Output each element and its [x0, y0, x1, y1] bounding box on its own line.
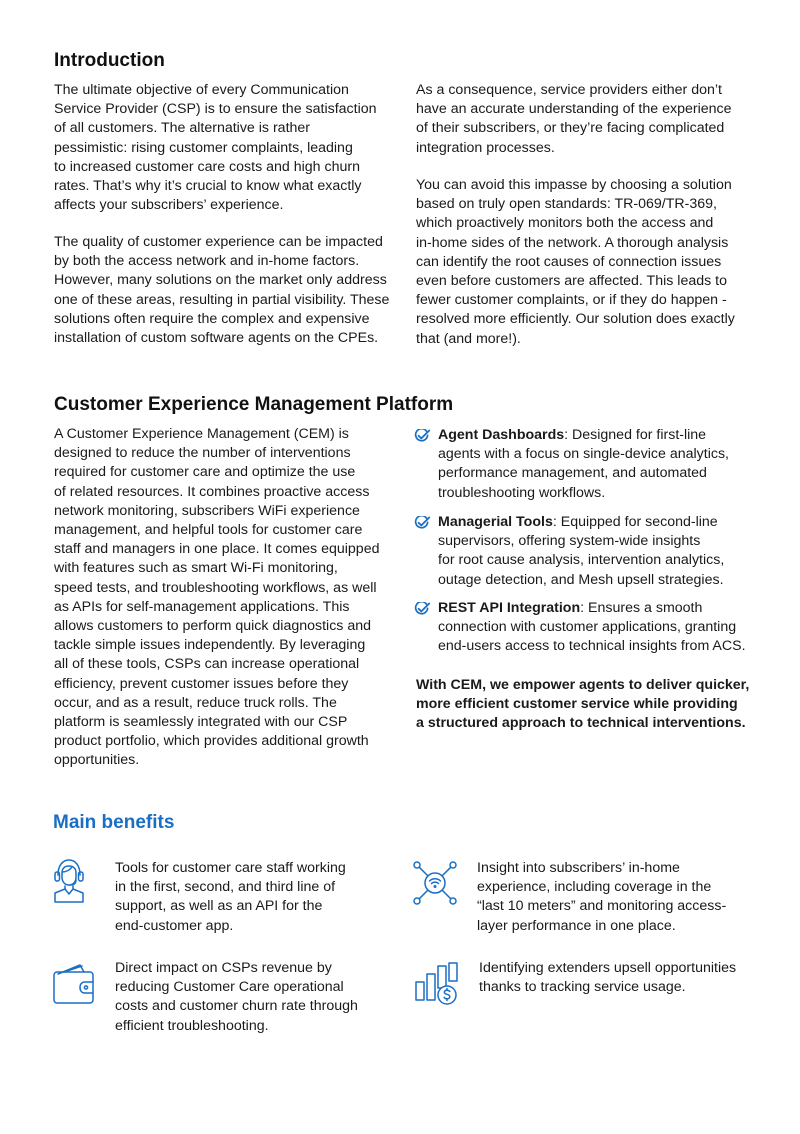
feature-text: Agent Dashboards: Designed for first-line agents with a focus on single-device analytics, performance management, and automated troubleshooting workflows. [438, 427, 730, 501]
check-circle-icon [414, 602, 431, 617]
cem-description: A Customer Experience Management (CEM) is designed to reduce the number of interventions required for customer care and optimize the use of related resources. It combines proactive access network monitoring, subscribers WiFi experience management, and helpful tools for customer care staff and managers in one place. It comes equipped with features such as smart Wi-Fi monitoring, speed tests, and troubleshooting workflows, as well as APIs for self-management applications. This allows customers to perform quick diagnostics and tackle simple issues independently. By leveraging all of these tools, CSPs can increase operational efficiency, prevent customer issues before they occur, and as a result, reduce truck rolls. The platform is seamlessly integrated with our CSP product portfolio, which provides additional growth opportunities. [54, 426, 380, 769]
customer-care-agent-icon [52, 858, 86, 904]
wifi-network-icon [412, 860, 458, 906]
intro-paragraph-4: You can avoid this impasse by choosing a solution based on truly open standards: TR-069/TR-369, which proactively monitors both the access and in-home sides of the network. A thorough analysis can identify the root causes of connection issues even before customers are affected. This leads to fewer customer complaints, or if they do happen - resolved more efficiently. Our solution does exactly that (and more!). [416, 177, 735, 347]
check-circle-icon [414, 516, 431, 531]
feature-title: Managerial Tools [438, 514, 553, 530]
intro-paragraph-2: The quality of customer experience can be impacted by both the access network and in-home factors. However, many solutions on the market only address one of these areas, resulting in partial visibility. These solutions often require the complex and expensive installation of custom software agents on the CPEs. [54, 234, 390, 347]
intro-paragraph-3: As a consequence, service providers either don’t have an accurate understanding of the experience of their subscribers, or they’re facing complicated integration processes. [416, 82, 732, 156]
feature-agent-dashboards [414, 426, 754, 503]
revenue-growth-icon [414, 962, 462, 1006]
benefit-text-2: Insight into subscribers’ in-home experience, including coverage in the “last 10 meters” and monitoring access- layer performance in one place. [477, 860, 727, 934]
feature-text: Managerial Tools: Equipped for second-line supervisors, offering system-wide insights for root cause analysis, intervention analytics, outage detection, and Mesh upsell strategies. [438, 514, 725, 588]
feature-title: Agent Dashboards [438, 427, 565, 443]
benefit-text-4: Identifying extenders upsell opportunities thanks to tracking service usage. [479, 960, 737, 996]
wallet-icon [52, 962, 96, 1006]
feature-text: REST API Integration: Ensures a smooth connection with customer applications, granting end-users access to technical insights from ACS. [438, 600, 746, 655]
intro-heading: Introduction [54, 50, 165, 71]
feature-managerial-tools [414, 513, 754, 590]
cem-summary: With CEM, we empower agents to deliver quicker, more efficient customer service while providing a structured approach to technical interventions. [416, 677, 750, 732]
feature-rest-api-integration [414, 599, 754, 657]
check-circle-icon [414, 429, 431, 444]
benefit-text-3: Direct impact on CSPs revenue by reducing Customer Care operational costs and customer churn rate through efficient troubleshooting. [115, 960, 358, 1034]
feature-title: REST API Integration [438, 600, 581, 616]
benefits-heading: Main benefits [53, 812, 175, 833]
intro-paragraph-1: The ultimate objective of every Communication Service Provider (CSP) is to ensure the satisfaction of all customers. The alternative is rather pessimistic: rising customer complaints, leading to increased customer care costs and high churn rates. That’s why it’s crucial to know what exactly affects your subscribers’ experience. [54, 82, 377, 214]
benefit-text-1: Tools for customer care staff working in the first, second, and third line of support, as well as an API for the end-customer app. [115, 860, 346, 934]
cem-heading: Customer Experience Management Platform [54, 394, 454, 415]
